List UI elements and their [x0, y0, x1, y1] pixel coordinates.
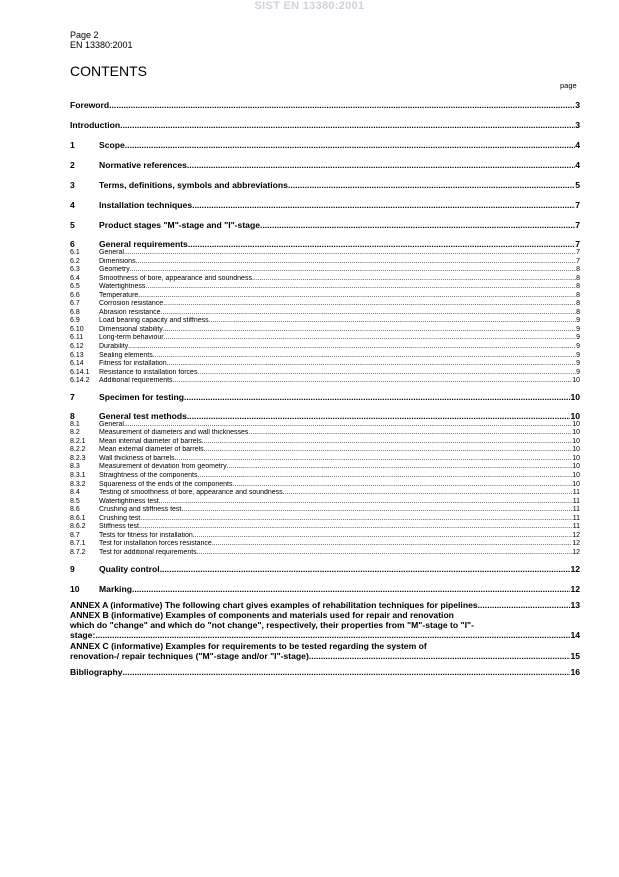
toc-subentry[interactable]: 6.6 Temperature ..... 8 [70, 292, 580, 301]
toc-subentry[interactable]: 6.4 Smoothness of bore, appearance and soundness ..... 8 [70, 275, 580, 284]
toc-subentry[interactable]: 6.14 Fitness for installation ..... 9 [70, 360, 580, 369]
toc-subentry[interactable]: 8.6 Crushing and stiffness test ..... 11 [70, 506, 580, 515]
toc-subentry[interactable]: 8.2 Measurement of diameters and wall thicknesses ..... 10 [70, 429, 580, 438]
toc-entry-quality-control[interactable]: 9 Quality control ..... 12 [70, 564, 580, 574]
toc-subentry[interactable]: 8.3.2 Squareness of the ends of the components ..... 10 [70, 481, 580, 490]
toc-subentry[interactable]: 8.1 General ..... 10 [70, 421, 580, 430]
toc-subentry[interactable]: 8.7.1 Test for installation forces resistance ..... 12 [70, 540, 580, 549]
page-column-label: page [560, 81, 577, 90]
header-standard-id: EN 13380:2001 [70, 40, 133, 50]
toc-subentry[interactable]: 6.14.1 Resistance to installation forces ..... 9 [70, 369, 580, 378]
toc-entry-scope[interactable]: 1 Scope ..... 4 [70, 140, 580, 150]
toc-subentry[interactable]: 8.6.1 Crushing test ..... 11 [70, 515, 580, 524]
toc-subentry[interactable]: 8.4 Testing of smoothness of bore, appearance and soundness ..... 11 [70, 489, 580, 498]
toc-entry-annex-b[interactable]: ANNEX B (informative) Examples of components and materials used for repair and renovation which do "change" and which do "not change", respectively, their properties from "M"-stage to "I"- stage: ..... 14 [70, 610, 580, 641]
toc-subentry[interactable]: 8.2.3 Wall thickness of barrels ..... 10 [70, 455, 580, 464]
toc-entry-normative-references[interactable]: 2 Normative references ..... 4 [70, 160, 580, 170]
toc-subentry[interactable]: 8.5 Watertightness test ..... 11 [70, 498, 580, 507]
toc-subentry[interactable]: 8.7 Tests for fitness for installation ..... 12 [70, 532, 580, 541]
toc-entry-general-requirements[interactable]: 6 General requirements ..... 7 [70, 239, 580, 249]
toc-subentry[interactable]: 6.12 Durability ..... 9 [70, 343, 580, 352]
toc-subentry[interactable]: 8.2.2 Mean external diameter of barrels ..... 10 [70, 446, 580, 455]
toc-entry-introduction[interactable]: Introduction ..... 3 [70, 120, 580, 130]
toc-subentry[interactable]: 6.7 Corrosion resistance ..... 8 [70, 300, 580, 309]
toc-subentry[interactable]: 8.7.2 Test for additional requirements ..... 12 [70, 549, 580, 558]
toc-subentry[interactable]: 6.9 Load bearing capacity and stiffness ..... 9 [70, 317, 580, 326]
toc-subentry[interactable]: 6.11 Long-term behaviour ..... 9 [70, 334, 580, 343]
toc-entry-annex-c[interactable]: ANNEX C (informative) Examples for requirements to be tested regarding the system of renovation-/ repair techniques ("M"-stage and/or "I"-stage) ..... 15 [70, 641, 580, 662]
toc-entry-marking[interactable]: 10 Marking ..... 12 [70, 584, 580, 594]
toc-subentry[interactable]: 6.5 Watertightness ..... 8 [70, 283, 580, 292]
toc-subentry[interactable]: 6.1 General ..... 7 [70, 249, 580, 258]
toc-subentry[interactable]: 8.6.2 Stiffness test ..... 11 [70, 523, 580, 532]
page-title: CONTENTS [70, 63, 147, 79]
toc-entry-product-stages[interactable]: 5 Product stages "M"-stage and "I"-stage ..... 7 [70, 220, 580, 230]
toc-subentry[interactable]: 6.10 Dimensional stability ..... 9 [70, 326, 580, 335]
table-of-contents [70, 100, 580, 677]
toc-subentry[interactable]: 6.14.2 Additional requirements ..... 10 [70, 377, 580, 386]
toc-entry-specimen-for-testing[interactable]: 7 Specimen for testing ..... 10 [70, 392, 580, 402]
toc-subentry[interactable]: 6.8 Abrasion resistance ..... 8 [70, 309, 580, 318]
toc-entry-foreword[interactable]: Foreword ..... 3 [70, 100, 580, 110]
toc-entry-general-test-methods[interactable]: 8 General test methods ..... 10 [70, 411, 580, 421]
toc-subentry[interactable]: 6.3 Geometry ..... 8 [70, 266, 580, 275]
toc-entry-bibliography[interactable]: Bibliography ..... 16 [70, 667, 580, 677]
toc-entry-installation-techniques[interactable]: 4 Installation techniques ..... 7 [70, 200, 580, 210]
toc-subentry[interactable]: 8.3 Measurement of deviation from geometry ..... 10 [70, 463, 580, 472]
watermark: SIST EN 13380:2001 [254, 0, 365, 12]
toc-subentry[interactable]: 6.2 Dimensions ..... 7 [70, 258, 580, 267]
header-page-number: Page 2 [70, 30, 99, 40]
toc-subentry[interactable]: 6.13 Sealing elements ..... 9 [70, 352, 580, 361]
toc-subentry[interactable]: 8.2.1 Mean internal diameter of barrels ..... 10 [70, 438, 580, 447]
toc-subentry[interactable]: 8.3.1 Straightness of the components ..... 10 [70, 472, 580, 481]
toc-entry-terms-definitions[interactable]: 3 Terms, definitions, symbols and abbreviations ..... 5 [70, 180, 580, 190]
toc-entry-annex-a[interactable]: ANNEX A (informative) The following chart gives examples of rehabilitation techniques for pipelines. ..... 13 [70, 600, 580, 610]
